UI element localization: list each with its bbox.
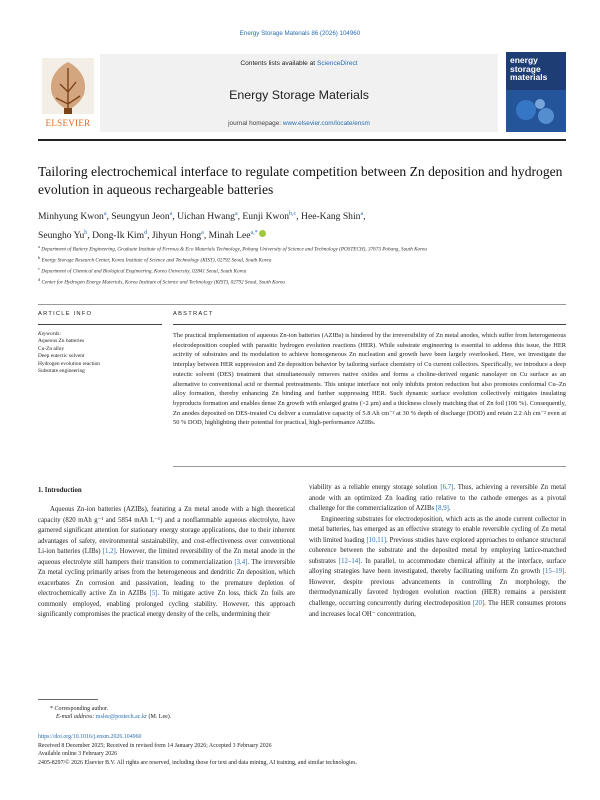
intro-text: . To mitigate active Zn loss, thick Zn foils are commonly employed, enabling prolonged cycling stability. However, this approach significantly compromises the practical energy density of the cells, undermining their [38, 590, 295, 619]
copyright-line: 2405-8297/© 2026 Elsevier B.V. All rights are reserved, including those for text and data mining, AI training, and similar technologies. [38, 759, 357, 766]
intro-text: . Thus, achieving a reversible Zn metal anode with an optimized Zn loading ratio relative to the cathode emerges as a pivotal challenge for the commercialization of AZIBs [309, 484, 566, 513]
cover-word-3: materials [510, 72, 548, 82]
citation-link[interactable]: [5] [149, 590, 158, 598]
journal-header [100, 54, 498, 132]
footnote-rule [38, 699, 98, 700]
contents-prefix: Contents lists available at [240, 60, 317, 67]
author-list [38, 206, 566, 244]
author-line-1: Minhyung Kwon$^a$, Seungyun Jeon$^a$, Uichan Hwang$^a$, Eunji Kwon$^{b,c}$, Hee-Kang Shin$^a$, [38, 211, 366, 223]
affiliation-mark: d [38, 276, 41, 282]
intro-text: . However, despite previous advancements in controlling Zn morphology, the thermodynamically favored hydrogen evolution reaction (HER) remains a persistent challenge, occurring concurrently during electrodeposition [309, 568, 566, 608]
author-affil-mark[interactable]: a,* [250, 230, 258, 237]
article-info-rule [38, 324, 162, 325]
elsevier-wordmark: ELSEVIER [45, 118, 91, 128]
email-label: E-mail address: [56, 714, 96, 721]
keyword-item: Hydrogen evolution reaction [38, 360, 100, 367]
cover-word-2: storage [510, 63, 541, 74]
citation-link[interactable]: [3,4] [234, 558, 248, 566]
author-name[interactable]: Hee-Kang Shin [301, 211, 361, 223]
intro-text: Aqueous Zn-ion batteries (AZIBs), featuring a Zn metal anode with a high theoretical capacity (820 mAh g⁻¹ and 5854 mAh L⁻¹) and a nonflammable aqueous electrolyte, have garnered significant attention for stationary energy storage applications, due to their inherent advantages of safety, environmental sustainability, and cost-effectiveness over conventional Li-ion batteries (LIBs) [38, 506, 295, 556]
homepage-prefix: journal homepage: [228, 120, 283, 127]
doi-link[interactable]: https://doi.org/10.1016/j.ensm.2026.104960 [38, 734, 142, 740]
section-rule-top [38, 304, 566, 305]
intro-paragraph [309, 483, 566, 515]
abstract-heading: ABSTRACT [173, 311, 214, 317]
journal-citation[interactable]: Energy Storage Materials 86 (2026) 104960 [239, 30, 361, 37]
orcid-icon[interactable] [259, 230, 266, 237]
homepage-link[interactable]: www.elsevier.com/locate/ensm [282, 120, 370, 127]
publication-info [38, 733, 566, 767]
email-link[interactable]: mslee@postech.ac.kr [95, 714, 147, 721]
elsevier-logo [38, 54, 98, 132]
abstract-rule [173, 324, 566, 325]
intro-paragraph [309, 515, 566, 620]
author-name[interactable]: Minhyung Kwon [38, 211, 104, 223]
intro-text: viability as a reliable energy storage solution [309, 484, 441, 491]
abstract-text: The practical implementation of aqueous Zn-ion batteries (AZIBs) is hindered by the irreversibility of Zn metal anodes, which suffer from heterogeneous electrodeposition coupled with parasitic hydrogen evolution reactions (HER). While substrate engineering is essential to address this issue, the HER activity of substrates and its modulation to achieve homogeneous Zn nucleation and growth have been largely overlooked. Here, we investigate the interplay between HER suppression and Zn deposition behavior by tailoring surface chemistry of Cu current collectors. Specifically, we introduce a deep eutectic solvent (DES) treatment that simultaneously removes native oxides and forms a choline-derived organic nanolayer on Cu surface as an alternative to conventional acid or thermal pretreatments. This unique interface not only inhibits proton reduction but also promotes conformal Cu–Zn alloy formation, thereby enhancing Zn binding and further suppressing HER. Such dynamic surface evolution collectively mitigates insulating byproducts formation and enables dense Zn growth with enlarged grains (>2 μm) and a thickness closely matching that of Zn foil (106 %). Consequently, Zn anodes deposited on DES-treated Cu deliver a cumulative capacity of 5.8 Ah cm⁻² at 30 % depth of discharge (DOD) and retain 2.2 Ah cm⁻² even at 50 % DOD, highlighting their potential for practical, high-performance AZIBs. [173, 332, 566, 427]
author-affil-mark[interactable]: b,c [289, 211, 297, 217]
author-name[interactable]: Minah Lee [208, 230, 251, 242]
citation-link[interactable]: [15–19] [542, 568, 565, 576]
header-rule [38, 139, 566, 141]
affiliation-mark: c [38, 265, 40, 271]
affiliation-text: Department of Chemical and Biological Engineering, Korea University, 02841 Seoul, South Korea [41, 268, 247, 275]
intro-text: . The HER consumes protons and increases local OH⁻ concentration, [309, 600, 566, 618]
article-info-heading: ARTICLE INFO [38, 311, 93, 317]
keyword-item: Substrate engineering [38, 368, 85, 375]
keywords-heading: Keywords: [38, 331, 62, 337]
intro-text: Engineering substrates for electrodeposition, which acts as the anode current collector in metal batteries, has emerged as an effective strategy to enable reversible cycling of Zn metal with limited loading [309, 515, 566, 544]
affiliation-text: Energy Storage Research Center, Korea Institute of Science and Technology (KIST), 02792 Seoul, South Korea [41, 257, 272, 264]
author-name[interactable]: Seungho Yu [38, 230, 85, 242]
author-affil-mark[interactable]: a [234, 211, 238, 217]
author-affil-mark[interactable]: a [103, 211, 107, 217]
contents-line [100, 60, 498, 67]
citation-link[interactable]: [6,7] [440, 484, 454, 491]
citation-link[interactable]: [1,2] [102, 548, 116, 556]
affiliation-item [38, 276, 566, 287]
keyword-item: Deep eutectic solvent [38, 353, 85, 360]
homepage-line [100, 120, 498, 127]
author-line-2: Seungho Yu$^b$, Dong-Ik Kim$^d$, Jihyun Hong$^a$, Minah Lee$^{a,*}$ [38, 225, 566, 244]
author-name[interactable]: Uichan Hwang [177, 211, 235, 223]
article-title: Tailoring electrochemical interface to regulate competition between Zn deposition and hydrogen evolution in aqueous rechargeable batteries [38, 164, 563, 197]
author-affil-mark[interactable]: d [144, 230, 148, 237]
sciencedirect-link[interactable]: ScienceDirect [316, 60, 358, 67]
affiliation-mark: a [38, 244, 40, 249]
intro-column-left [38, 505, 295, 621]
author-affil-mark[interactable]: a [360, 211, 364, 217]
intro-text: . However, the limited reversibility of the Zn metal anode in the aqueous electrolyte still hampers their transition to commercialization [38, 548, 295, 566]
affiliation-text: Center for Hydrogen Energy Materials, Korea Institute of Science and Technology (KIST), 02792 Seoul, South Korea [41, 279, 285, 286]
intro-text: . Previous studies have explored approaches to enhance structural coherence between the substrate and the deposited metal by employing lattice-matched substrates [309, 536, 566, 565]
author-name[interactable]: Jihyun Hong [151, 230, 202, 242]
author-name[interactable]: Dong-Ik Kim [92, 230, 145, 242]
journal-cover[interactable] [506, 52, 566, 132]
email-line [38, 713, 338, 721]
intro-heading: 1. Introduction [38, 487, 82, 494]
intro-paragraph [38, 505, 295, 621]
journal-name[interactable]: Energy Storage Materials [229, 88, 369, 102]
email-tail: (M. Lee). [146, 714, 172, 721]
affiliation-text: Department of Battery Engineering, Graduate Institute of Ferrous & Eco Materials Technology, Pohang University of Science and Technology (POSTECH), 37673 Pohang, South Korea [41, 246, 427, 253]
affiliation-item [38, 243, 566, 254]
footnote [38, 705, 338, 722]
keyword-item: Aqueous Zn batteries [38, 338, 85, 345]
available-online: Available online 3 February 2026 [38, 751, 118, 758]
affiliation-item [38, 265, 566, 276]
affiliation-mark: b [38, 254, 41, 260]
author-affil-mark[interactable]: a [201, 230, 204, 237]
abstract-bottom-rule [173, 466, 566, 467]
author-affil-mark[interactable]: a [169, 211, 173, 217]
author-affil-mark[interactable]: b [84, 230, 88, 237]
citation-link[interactable]: [8,9] [435, 505, 449, 513]
intro-text: . In parallel, to accommodate chemical affinity at the interface, surface alloying strategies have been investigated, thereby facilitating uniform Zn growth [309, 557, 566, 576]
citation-link[interactable]: [12–14] [338, 557, 361, 565]
corresponding-author-note: * Corresponding author. [50, 706, 109, 712]
keyword-item: Cu-Zn alloy [38, 345, 65, 352]
intro-text: . The irreversible Zn metal cycling primarily arises from the heterogeneous and dendritic Zn deposition, which exacerbates Zn corrosion and passivation, leading to the premature depletion of electrochemically active Zn in AZIBs [38, 558, 295, 598]
keywords-block [38, 331, 162, 375]
cover-word-1: energy [510, 55, 538, 65]
intro-column-right [309, 483, 566, 620]
author-name[interactable]: Seungyun Jeon [111, 211, 170, 223]
cover-title [510, 56, 562, 82]
received-dates: Received 8 December 2025; Received in revised form 14 January 2026; Accepted 3 February 2026 [38, 742, 272, 749]
citation-link[interactable]: [10,11] [366, 536, 387, 544]
author-name[interactable]: Eunji Kwon [242, 211, 290, 223]
citation-link[interactable]: [20] [472, 600, 485, 608]
affiliation-item [38, 254, 566, 265]
affiliations [38, 243, 566, 287]
intro-text: . [448, 505, 451, 513]
